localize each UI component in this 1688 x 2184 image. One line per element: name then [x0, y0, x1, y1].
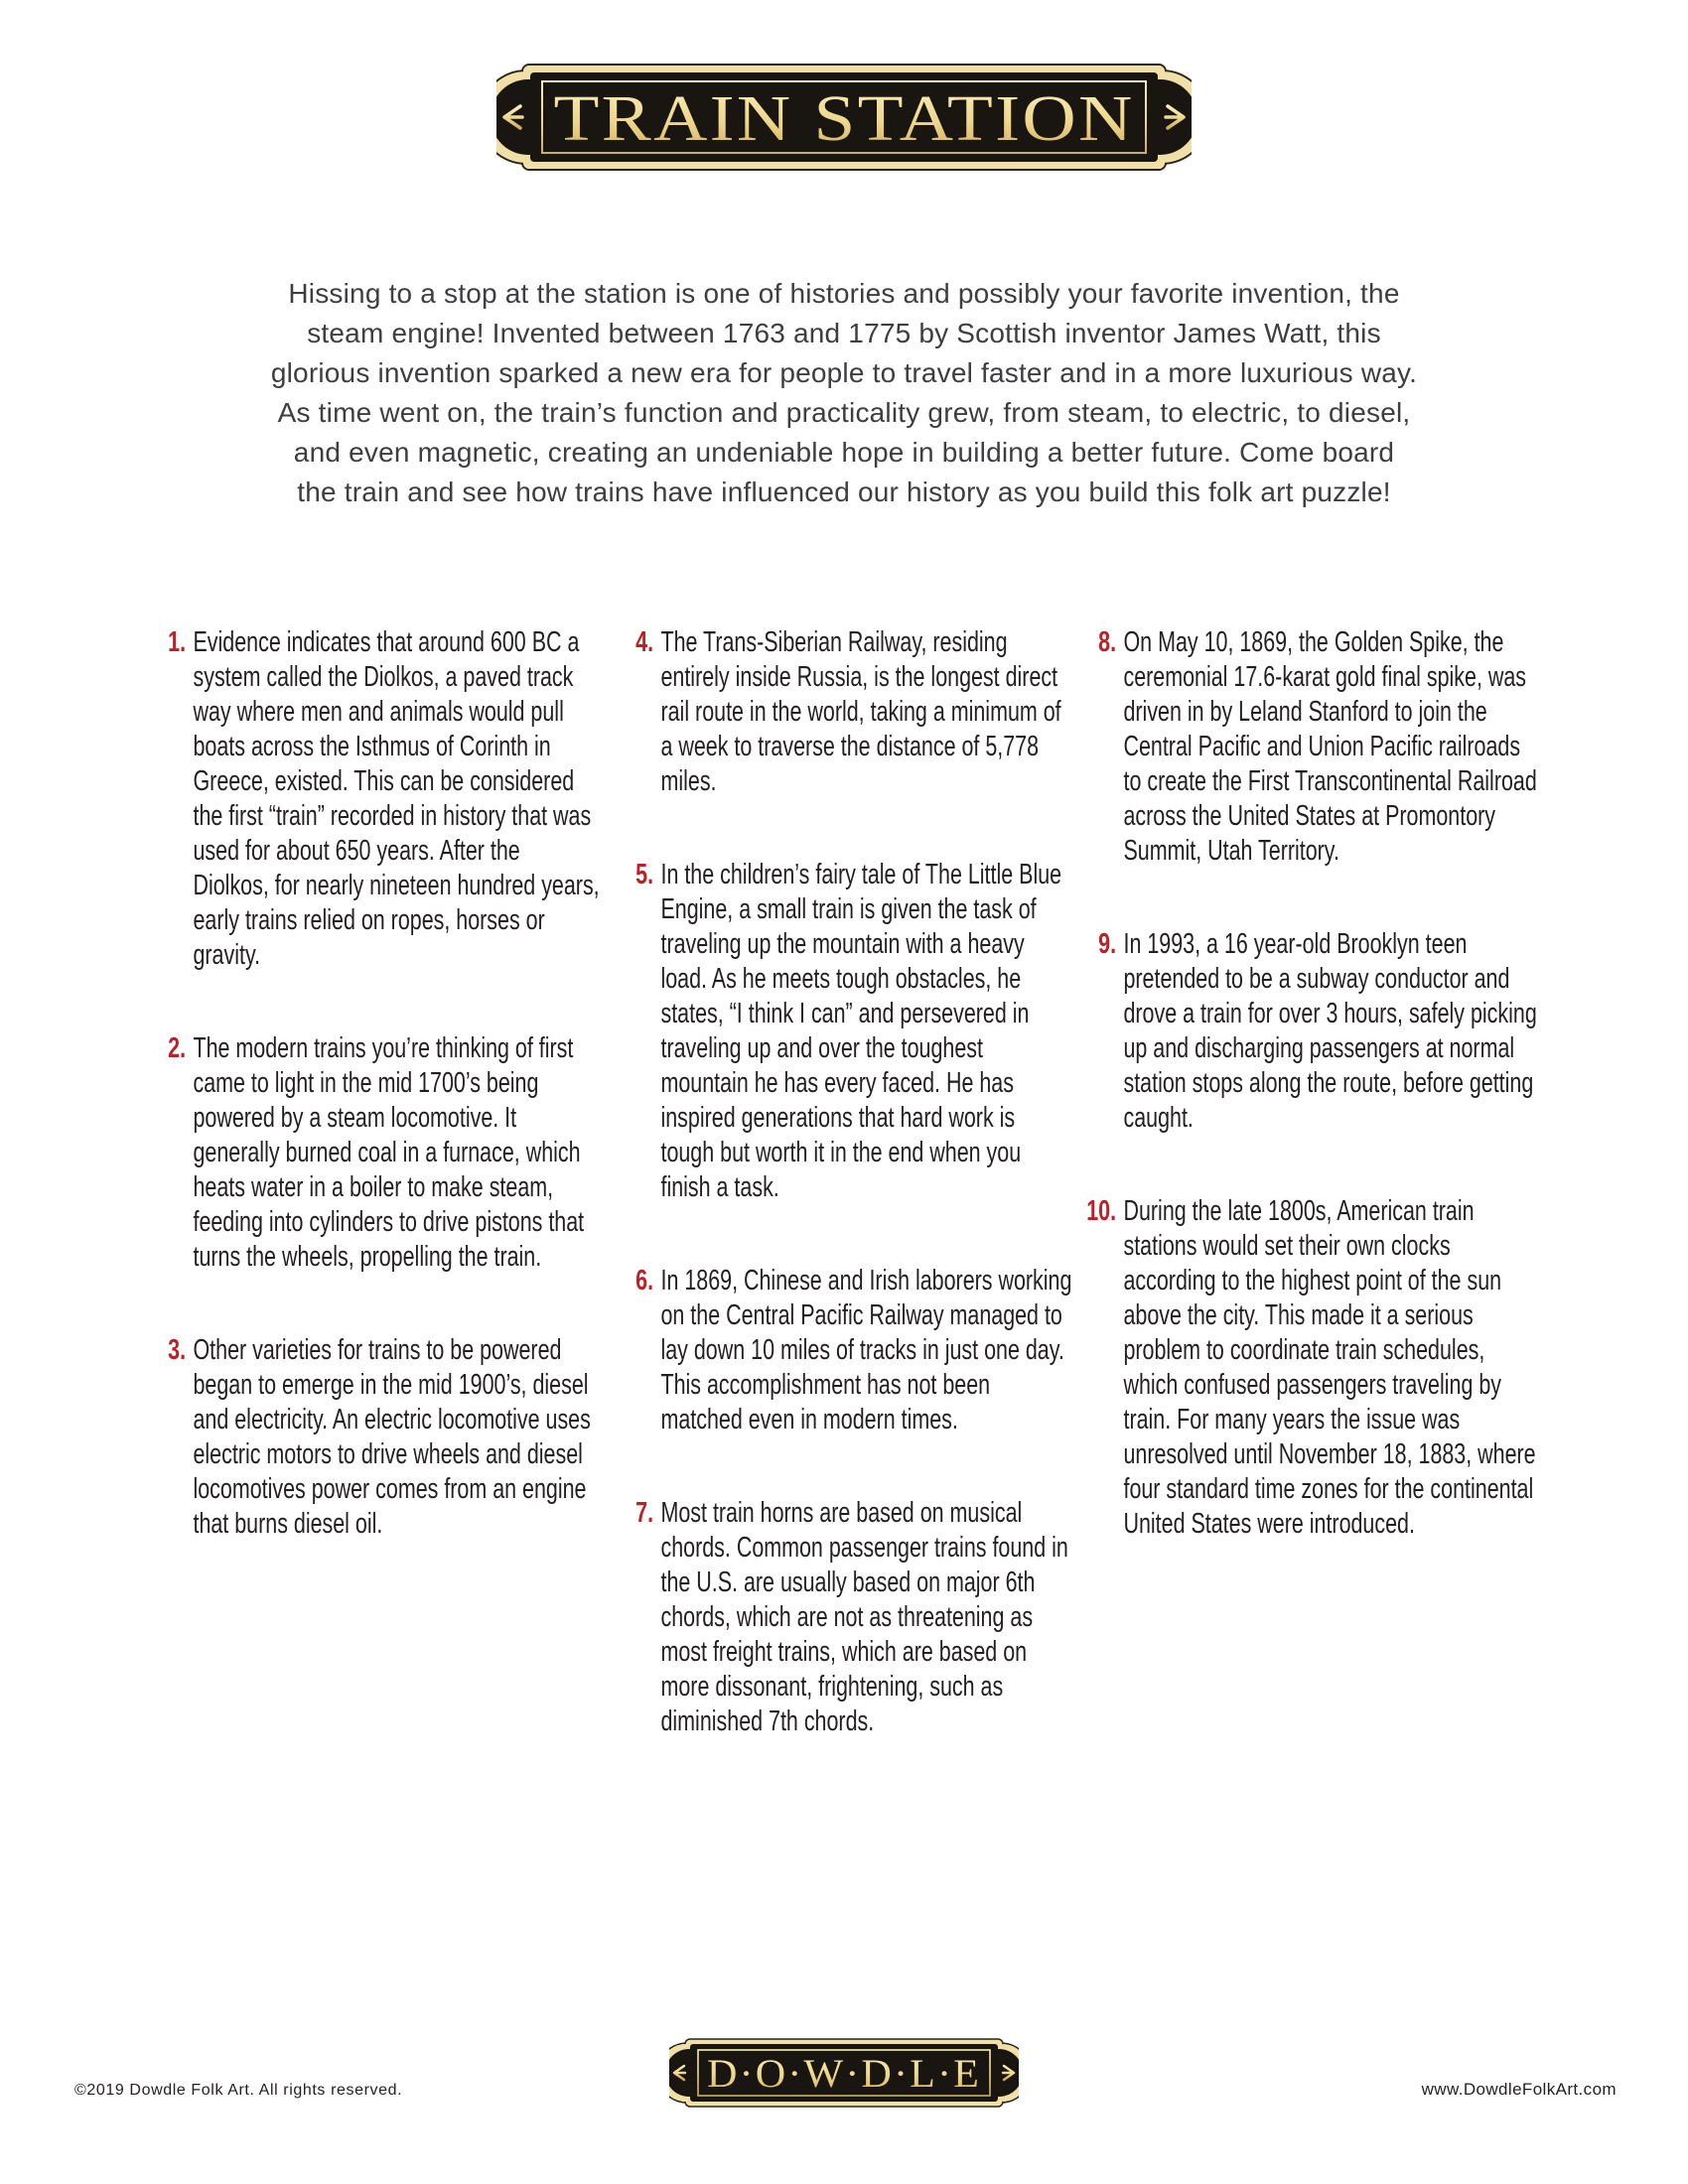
facts-column-3 [1049, 625, 1688, 1600]
fact-number: 4. [635, 626, 654, 658]
fact-item [586, 1496, 1100, 1739]
fact-number: 8. [1098, 626, 1117, 658]
fact-number: 6. [635, 1265, 654, 1297]
fact-text: In 1869, Chinese and Irish laborers working on the Central Pacific Railway managed to lay down 10 miles of tracks in just one day. This accomplishment has not been matched even in modern times. [660, 1265, 1072, 1435]
fact-item [118, 1333, 633, 1542]
intro-line: Hissing to a stop at the station is one of histories and possibly your favorite invention, the [288, 278, 1400, 309]
website-url: www.DowdleFolkArt.com [1421, 2080, 1617, 2099]
fact-number: 7. [635, 1497, 654, 1529]
fact-number: 10. [1086, 1195, 1117, 1227]
fact-text: Most train horns are based on musical chords. Common passenger trains found in the U.S. are usually based on major 6th chords, which are not as threatening as most freight trains, which are based on more dissonant, frightening, such as diminished 7th chords. [660, 1497, 1068, 1737]
fact-text: On May 10, 1869, the Golden Spike, the ceremonial 17.6-karat gold final spike, was driven in by Leland Stanford to join the Central Pacific and Union Pacific railroads to create the First Transcontinental Railroad across the United States at Promontory Summit, Utah Territory. [1123, 626, 1537, 867]
fact-number: 3. [168, 1334, 187, 1366]
dowdle-logo [669, 2038, 1019, 2108]
fact-number: 1. [168, 626, 187, 658]
fact-text: In the children’s fairy tale of The Little Blue Engine, a small train is given the task of traveling up the mountain with a heavy load. As he meets tough obstacles, he states, “I think I can” and persevered in traveling up and over the toughest mountain he has every faced. He has inspired generations that hard work is tough but worth it in the end when you finish a task. [660, 859, 1062, 1203]
fact-number: 5. [635, 859, 654, 890]
intro-line: glorious invention sparked a new era for people to travel faster and in a more luxurious way. [270, 357, 1418, 388]
fact-item [1049, 927, 1563, 1136]
intro-line: the train and see how trains have influenced our history as you build this folk art puzzle! [297, 477, 1391, 507]
fact-item [586, 625, 1100, 799]
intro-line: steam engine! Invented between 1763 and 1775 by Scottish inventor James Watt, this [307, 318, 1381, 348]
intro-line: and even magnetic, creating an undeniable hope in building a better future. Come board [293, 437, 1395, 468]
fact-item [586, 858, 1100, 1205]
fact-item [118, 625, 633, 973]
fact-text: Evidence indicates that around 600 BC a system called the Diolkos, a paved track way where men and animals would pull boats across the Isthmus of Corinth in Greece, existed. This can be considered the first “train” recorded in history that was used for about 650 years. After the Diolkos, for nearly nineteen hundred years, early trains relied on ropes, horses or gravity. [193, 626, 600, 971]
fact-item [118, 1031, 633, 1275]
train-station-sign [496, 64, 1192, 171]
fact-item [1049, 625, 1563, 869]
fact-item [586, 1264, 1100, 1437]
intro-paragraph [0, 274, 1688, 512]
dowdle-logo-text: D·O·W·D·L·E [707, 2051, 981, 2096]
fact-item [1049, 1194, 1563, 1542]
fact-text: The modern trains you’re thinking of first came to light in the mid 1700’s being powered by a steam locomotive. It generally burned coal in a furnace, which heats water in a boiler to make steam, feeding into cylinders to drive pistons that turns the wheels, propelling the train. [193, 1032, 585, 1273]
train-station-title: TRAIN STATION [553, 82, 1135, 155]
intro-line: As time went on, the train’s function and practicality grew, from steam, to electric, to diesel, [277, 397, 1411, 428]
fact-text: The Trans-Siberian Railway, residing entirely inside Russia, is the longest direct rail route in the world, taking a minimum of a week to traverse the distance of 5,778 miles. [660, 626, 1061, 797]
fact-text: During the late 1800s, American train stations would set their own clocks according to the highest point of the sun above the city. This made it a serious problem to coordinate train schedules, which confused passengers traveling by train. For many years the issue was unresolved until November 18, 1883, where four standard time zones for the continental United States were introduced. [1123, 1195, 1536, 1540]
fact-text: Other varieties for trains to be powered began to emerge in the mid 1900’s, diesel and electricity. An electric locomotive uses electric motors to drive wheels and diesel locomotives power comes from an engine that burns diesel oil. [193, 1334, 591, 1540]
fact-text: In 1993, a 16 year-old Brooklyn teen pretended to be a subway conductor and drove a train for over 3 hours, safely picking up and discharging passengers at normal station stops along the route, before getting caught. [1123, 928, 1537, 1134]
fact-number: 2. [168, 1032, 187, 1064]
copyright-text: ©2019 Dowdle Folk Art. All rights reserved. [74, 2082, 403, 2099]
fact-number: 9. [1098, 928, 1117, 960]
